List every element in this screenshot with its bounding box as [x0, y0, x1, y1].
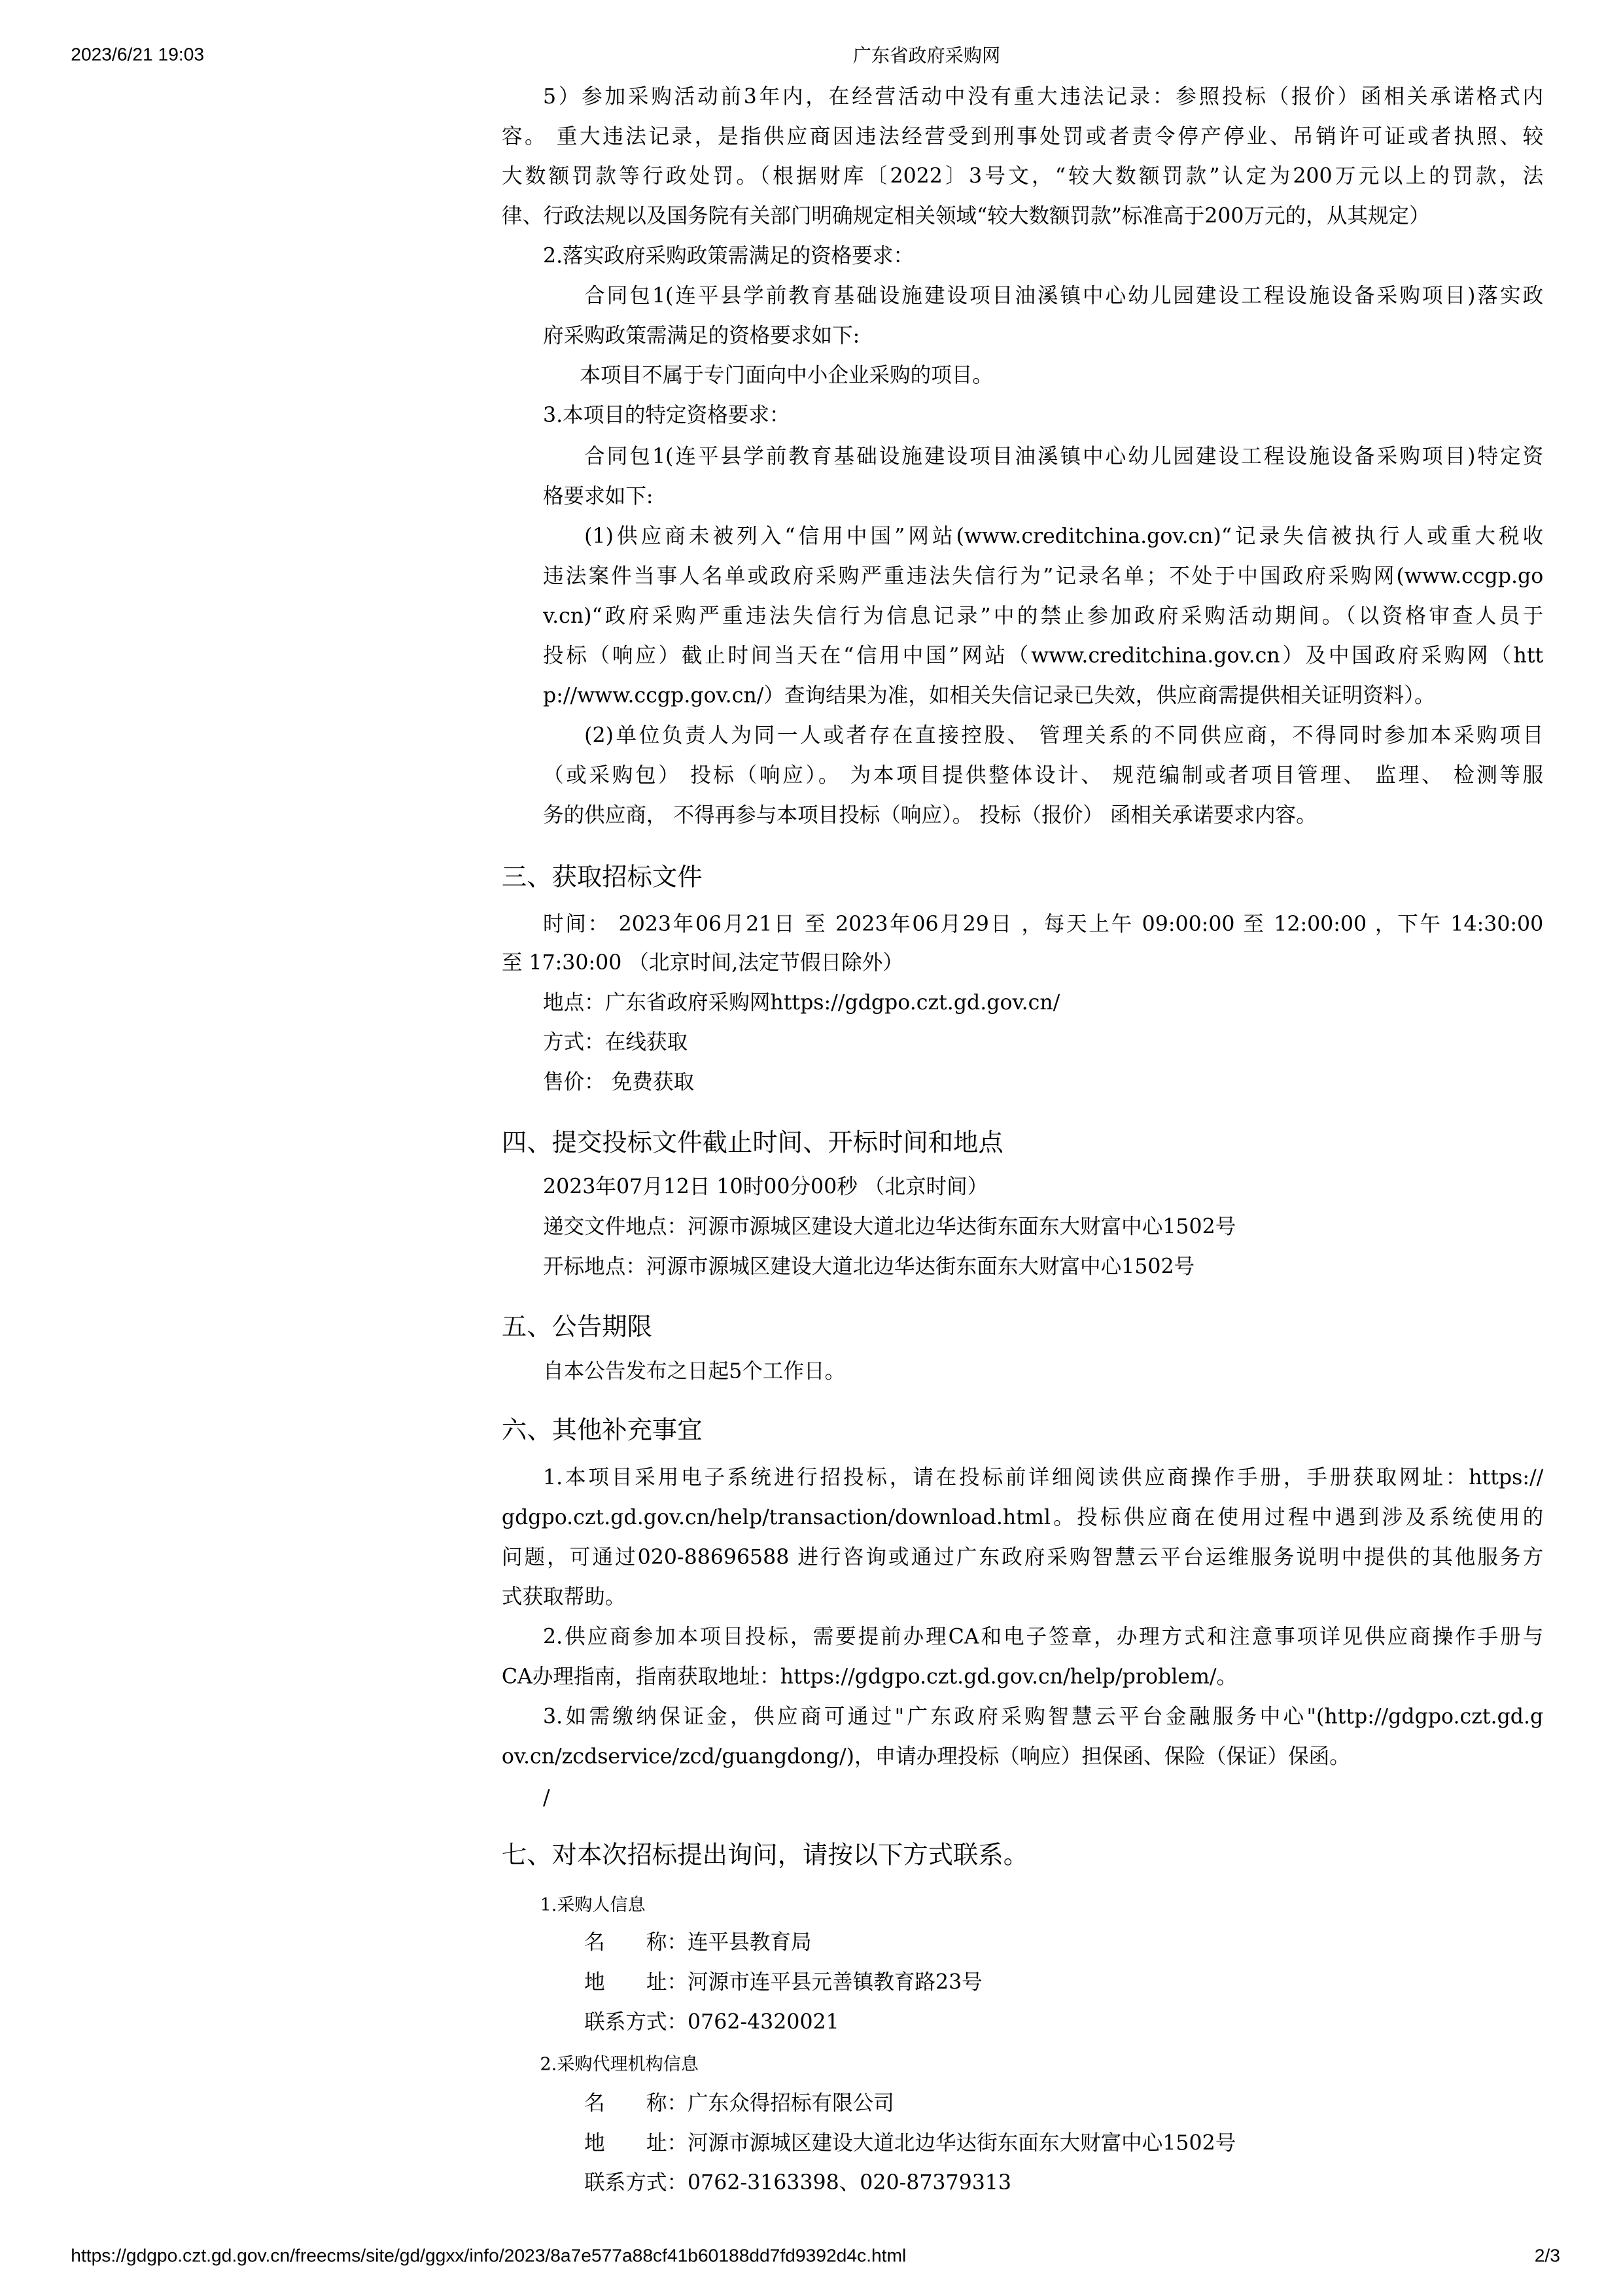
supplement-item-3: ov.cn/zcdservice/zcd/guangdong/)，申请办理投标（响应）担保函、保险（保证）保函。 [501, 1745, 1350, 1769]
document-price: 售价： 免费获取 [543, 1071, 695, 1095]
qualification-item-5: 5）参加采购活动前3年内，在经营活动中没有重大违法记录：参照投标（报价）函相关承诺格式内 [543, 85, 1544, 109]
special-requirement-item-1: 投标（响应）截止时间当天在“信用中国”网站（www.creditchina.gov.cn）及中国政府采购网（htt [543, 644, 1544, 669]
special-requirement-item-2: （或采购包） 投标（响应）。 为本项目提供整体设计、 规范编制或者项目管理、 监理、 检测等服 [543, 764, 1544, 788]
special-requirement-item-2: (2)单位负责人为同一人或者存在直接控股、 管理关系的不同供应商，不得同时参加本采购项目 [584, 724, 1544, 748]
section-heading-3: 三、获取招标文件 [501, 863, 703, 893]
submission-location: 递交文件地点：河源市源城区建设大道北边华达街东面东大财富中心1502号 [543, 1215, 1236, 1240]
section-heading-4: 四、提交投标文件截止时间、开标时间和地点 [501, 1128, 1003, 1158]
section-heading-7: 七、对本次招标提出询问，请按以下方式联系。 [501, 1841, 1029, 1871]
supplement-item-1: 问题，可通过020-88696588 进行咨询或通过广东政府采购智慧云平台运维服务说明中提供的其他服务方 [501, 1546, 1544, 1570]
print-page-url[interactable]: https://gdgpo.czt.gd.gov.cn/freecms/site/gd/ggxx/info/2023/8a7e577a88cf41b60188dd7fd9392d4c.html [71, 2245, 907, 2267]
special-requirement-text: 合同包1(连平县学前教育基础设施建设项目油溪镇中心幼儿园建设工程设施设备采购项目)特定资 [584, 445, 1544, 470]
special-requirement-text: 格要求如下: [543, 485, 654, 510]
qualification-item-5: 容。 重大违法记录，是指供应商因违法经营受到刑事处罚或者责令停产停业、吊销许可证或者执照、较 [501, 125, 1544, 149]
supplement-item-3: 3.如需缴纳保证金，供应商可通过"广东政府采购智慧云平台金融服务中心"(http://gdgpo.czt.gd.g [543, 1705, 1544, 1730]
agency-contact: 联系方式：0762-3163398、020-87379313 [584, 2172, 1011, 2196]
special-requirement-title: 3.本项目的特定资格要求： [543, 404, 790, 428]
purchaser-info-title: 1.采购人信息 [540, 1894, 646, 1915]
supplement-slash: / [543, 1786, 550, 1811]
special-requirement-item-1: (1)供应商未被列入“信用中国”网站(www.creditchina.gov.cn)“记录失信被执行人或重大税收 [584, 525, 1544, 549]
document-acquisition-method: 方式：在线获取 [543, 1031, 688, 1055]
document-acquisition-time: 至 17:30:00 （北京时间,法定节假日除外） [501, 951, 903, 975]
purchaser-address: 地 址：河源市连平县元善镇教育路23号 [584, 1971, 983, 1995]
special-requirement-item-1: 违法案件当事人名单或政府采购严重违法失信行为”记录名单；不处于中国政府采购网(www.ccgp.go [543, 565, 1544, 589]
supplement-item-1: 1.本项目采用电子系统进行招投标，请在投标前详细阅读供应商操作手册，手册获取网址：https:// [543, 1466, 1544, 1491]
purchaser-name: 名 称：连平县教育局 [584, 1931, 812, 1955]
section-heading-6: 六、其他补充事宜 [501, 1416, 703, 1446]
announcement-period: 自本公告发布之日起5个工作日。 [543, 1360, 846, 1384]
special-requirement-item-2: 务的供应商， 不得再参与本项目投标（响应）。 投标（报价） 函相关承诺要求内容。 [543, 804, 1317, 828]
purchaser-contact: 联系方式：0762-4320021 [584, 2011, 839, 2035]
supplement-item-1: gdgpo.czt.gd.gov.cn/help/transaction/download.html。投标供应商在使用过程中遇到涉及系统使用的 [501, 1506, 1544, 1530]
policy-requirement-text: 府采购政策需满足的资格要求如下: [543, 324, 860, 349]
agency-name: 名 称：广东众得招标有限公司 [584, 2092, 894, 2116]
print-page-number: 2/3 [1534, 2245, 1560, 2267]
bid-deadline: 2023年07月12日 10时00分00秒 （北京时间） [543, 1175, 988, 1200]
section-heading-5: 五、公告期限 [501, 1313, 652, 1343]
special-requirement-item-1: v.cn)“政府采购严重违法失信行为信息记录”中的禁止参加政府采购活动期间。（以资格审查人员于 [543, 604, 1544, 629]
document-acquisition-time: 时间： 2023年06月21日 至 2023年06月29日 ，每天上午 09:00:00 至 12:00:00 ，下午 14:30:00 [543, 913, 1544, 937]
qualification-item-5: 律、行政法规以及国务院有关部门明确规定相关领域“较大数额罚款”标准高于200万元的，从其规定） [501, 205, 1430, 229]
supplement-item-2: CA办理指南，指南获取地址：https://gdgpo.czt.gd.gov.cn/help/problem/。 [501, 1665, 1238, 1690]
opening-location: 开标地点：河源市源城区建设大道北边华达街东面东大财富中心1502号 [543, 1255, 1195, 1279]
document-acquisition-location: 地点：广东省政府采购网https://gdgpo.czt.gd.gov.cn/ [543, 991, 1060, 1015]
supplement-item-2: 2.供应商参加本项目投标，需要提前办理CA和电子签章，办理方式和注意事项详见供应商操作手册与 [543, 1626, 1544, 1650]
policy-requirement-text: 合同包1(连平县学前教育基础设施建设项目油溪镇中心幼儿园建设工程设施设备采购项目)落实政 [584, 285, 1544, 309]
policy-requirement-title: 2.落实政府采购政策需满足的资格要求： [543, 245, 914, 269]
agency-info-title: 2.采购代理机构信息 [540, 2053, 699, 2075]
agency-address: 地 址：河源市源城区建设大道北边华达街东面东大财富中心1502号 [584, 2132, 1236, 2156]
qualification-item-5: 大数额罚款等行政处罚。（根据财库〔2022〕3号文，“较大数额罚款”认定为200万元以上的罚款，法 [501, 165, 1544, 189]
special-requirement-item-1: p://www.ccgp.gov.cn/）查询结果为准，如相关失信记录已失效，供应商需提供相关证明资料）。 [543, 684, 1435, 708]
print-datetime: 2023/6/21 19:03 [71, 44, 205, 65]
print-site-title: 广东省政府采购网 [852, 45, 1001, 67]
supplement-item-1: 式获取帮助。 [501, 1586, 626, 1610]
policy-note: 本项目不属于专门面向中小企业采购的项目。 [580, 364, 993, 389]
